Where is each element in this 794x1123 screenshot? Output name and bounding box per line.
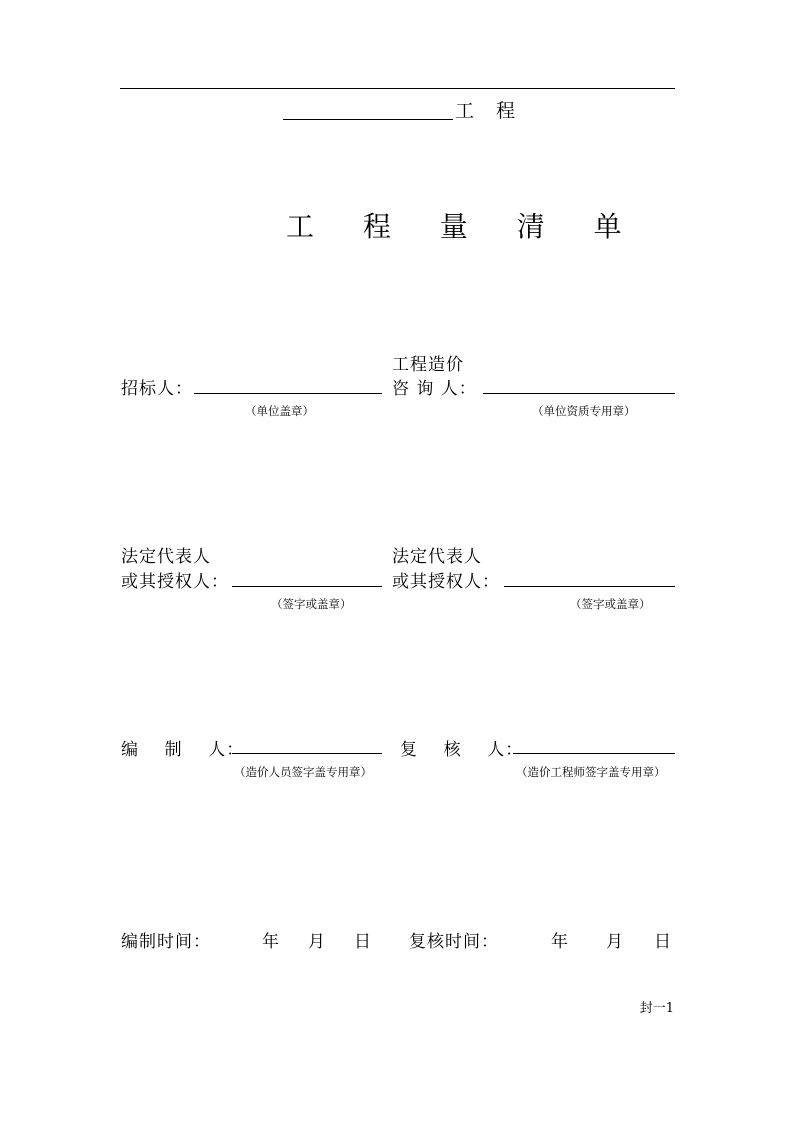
legal-rep-left-signature-line bbox=[232, 586, 382, 587]
tenderer-signature-line bbox=[194, 393, 382, 394]
page-code: 封一1 bbox=[639, 1001, 674, 1016]
review-month: 月 bbox=[606, 932, 624, 952]
project-name-blank bbox=[283, 119, 453, 120]
consultant-label-bottom: 咨 询 人： bbox=[392, 379, 477, 399]
review-day: 日 bbox=[654, 932, 672, 952]
review-date-label: 复核时间： bbox=[409, 932, 499, 952]
legal-rep-left-label-bottom: 或其授权人： bbox=[121, 572, 229, 592]
compile-month: 月 bbox=[308, 932, 326, 952]
consultant-note: （单位资质专用章） bbox=[532, 404, 636, 418]
page-title: 工 程 量 清 单 bbox=[286, 210, 642, 243]
legal-rep-right-label-top: 法定代表人 bbox=[392, 547, 482, 567]
legal-rep-right-signature-line bbox=[504, 586, 675, 587]
compiler-label: 编 制 人： bbox=[121, 740, 245, 760]
compiler-signature-line bbox=[232, 753, 382, 754]
tenderer-note: （单位盖章） bbox=[245, 404, 314, 418]
consultant-label-top: 工程造价 bbox=[392, 355, 464, 375]
compile-year: 年 bbox=[262, 932, 280, 952]
reviewer-signature-line bbox=[513, 753, 675, 754]
reviewer-note: （造价工程师签字盖专用章） bbox=[516, 765, 666, 779]
legal-rep-left-label-top: 法定代表人 bbox=[121, 547, 211, 567]
review-year: 年 bbox=[551, 932, 569, 952]
reviewer-label: 复 核 人： bbox=[400, 740, 524, 760]
tenderer-label: 招标人： bbox=[121, 379, 193, 399]
consultant-signature-line bbox=[483, 393, 675, 394]
compiler-note: （造价人员签字盖专用章） bbox=[234, 765, 372, 779]
top-rule bbox=[120, 88, 675, 89]
legal-rep-right-label-bottom: 或其授权人： bbox=[392, 572, 500, 592]
legal-rep-right-note: （签字或盖章） bbox=[570, 597, 651, 611]
compile-date-label: 编制时间： bbox=[121, 932, 211, 952]
compile-day: 日 bbox=[354, 932, 372, 952]
project-suffix: 工 程 bbox=[455, 100, 524, 122]
legal-rep-left-note: （签字或盖章） bbox=[271, 597, 352, 611]
